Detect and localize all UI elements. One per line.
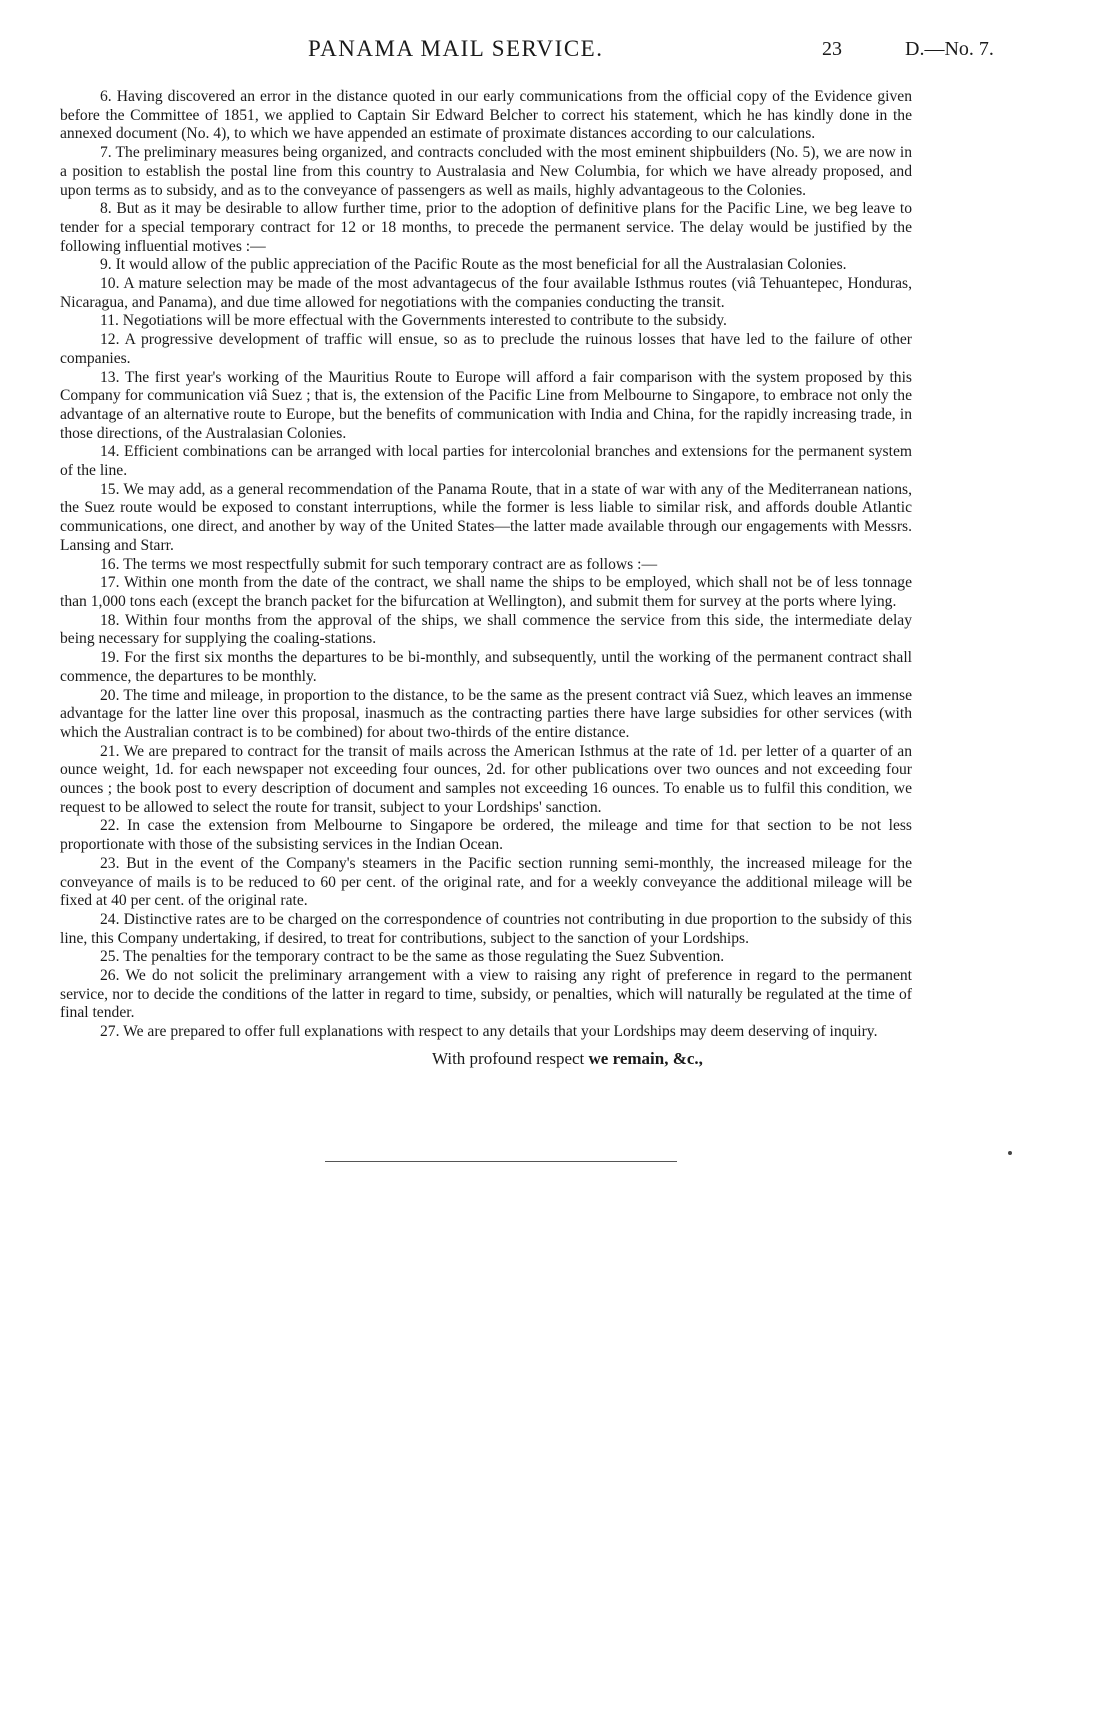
paragraph: 24. Distinctive rates are to be charged on the correspondence of countries not contributing in due proportion to the subsidy of this line, this Company undertaking, if desired, to treat for contributions, subject to the sanction of your Lordships. — [60, 910, 912, 947]
letter-body — [60, 88, 912, 1069]
paragraph: 17. Within one month from the date of the contract, we shall name the ships to be employed, which shall not be of less tonnage than 1,000 tons each (except the branch packet for the bifurcation at Wellington), and submit them for survey at the ports where lying. — [60, 574, 912, 610]
paragraph: 6. Having discovered an error in the distance quoted in our early communications from the official copy of the Evidence given before the Committee of 1851, we applied to Captain Sir Edward Belcher to correct his statement, which he has kindly done in the annexed document (No. 4), to which we have appended an estimate of proximate distances according to our calculations. — [60, 88, 912, 143]
paragraph: 15. We may add, as a general recommendation of the Panama Route, that in a state of war with any of the Mediterranean nations, the Suez route would be exposed to constant interruptions, while the former is less liable to similar risk, and affords double Atlantic communications, one direct, and another by way of the United States—the latter made available through our engagements with Messrs. Lansing and Starr. — [60, 480, 912, 554]
paragraph: 22. In case the extension from Melbourne to Singapore be ordered, the mileage and time for that section to be not less proportionate with those of the subsisting services in the Indian Ocean. — [60, 817, 912, 854]
margin-mark — [1008, 1151, 1012, 1155]
paragraph: 16. The terms we most respectfully submit for such temporary contract are as follows :— — [100, 555, 658, 573]
paragraph: 20. The time and mileage, in proportion to the distance, to be the same as the present contract viâ Suez, which leaves an immense advantage for the latter line over this proposal, inasmuch as the contracting parties there have large subsidies for other services (with which the Australian contract is to be combined) for about two-thirds of the entire distance. — [60, 686, 912, 741]
paragraph: 7. The preliminary measures being organized, and contracts concluded with the most eminent shipbuilders (No. 5), we are now in a position to establish the postal line from this country to Australasia and New Columbia, for which we have already proposed, and upon terms as to subsidy, and as to the conveyance of passengers as well as mails, highly advantageous to the Colonies. — [60, 144, 912, 199]
paragraph: 14. Efficient combinations can be arranged with local parties for intercolonial branches and extensions for the permanent system of the line. — [60, 443, 912, 480]
paragraph: 10. A mature selection may be made of the most advantagecus of the four available Isthmus routes (viâ Tehuantepec, Honduras, Nicaragua, and Panama), and due time allowed for negotiations with the companies conducting the transit. — [60, 275, 912, 311]
paragraph: 13. The first year's working of the Mauritius Route to Europe will afford a fair comparison with the system proposed by this Company for communication viâ Suez ; that is, the extension of the Pacific Line from Melbourne to Singapore, to embrace not only the advantage of an alternative route to Europe, but the benefits of communication with India and China, for the rapidly increasing trade, in those directions, of the Australasian Colonies. — [60, 368, 912, 442]
paragraph: 18. Within four months from the approval of the ships, we shall commence the service from this side, the intermediate delay being necessary for supplying the coaling-stations. — [60, 611, 912, 648]
closing-rule — [325, 1161, 677, 1162]
paragraph: 9. It would allow of the public appreciation of the Pacific Route as the most beneficial for all the Australasian Colonies. — [100, 256, 847, 274]
closing-salutation — [60, 1049, 912, 1069]
paragraph: 21. We are prepared to contract for the transit of mails across the American Isthmus at the rate of 1d. per letter of a quarter of an ounce weight, 1d. for each newspaper not exceeding four ounces, 2d. for other publications over two ounces and not exceeding four ounces ; the book post to every description of document and samples not exceeding 16 ounces. To enable us to fulfil this condition, we request to be allowed to select the route for transit, subject to your Lordships' sanction. — [60, 742, 912, 816]
page-number: 23 — [822, 38, 842, 60]
paragraph: 12. A progressive development of traffic will ensue, so as to preclude the ruinous losses that have led to the failure of other companies. — [60, 331, 912, 367]
paragraph: 26. We do not solicit the preliminary arrangement with a view to raising any right of preference in regard to the permanent service, nor to decide the conditions of the latter in regard to time, subsidy, or penalties, which will naturally be regulated at the time of final tender. — [60, 967, 912, 1022]
closing-bold: we remain, &c., — [588, 1048, 703, 1068]
paragraph: 11. Negotiations will be more effectual with the Governments interested to contribute to the subsidy. — [100, 312, 727, 330]
closing-lead: With profound respect — [432, 1048, 589, 1068]
paragraph: 27. We are prepared to offer full explanations with respect to any details that your Lordships may deem deserving of inquiry. — [100, 1023, 878, 1041]
document-reference: D.—No. 7. — [905, 38, 994, 60]
paragraph: 23. But in the event of the Company's steamers in the Pacific section running semi-monthly, the increased mileage for the conveyance of mails is to be reduced to 60 per cent. of the original rate, and for a weekly conveyance the additional mileage will be fixed at 40 per cent. of the original rate. — [60, 854, 912, 910]
running-title: PANAMA MAIL SERVICE. — [308, 36, 604, 61]
page-header — [60, 30, 912, 64]
document-page — [60, 30, 912, 1069]
paragraph: 19. For the first six months the departures to be bi-monthly, and subsequently, until the working of the permanent contract shall commence, the departures to be monthly. — [60, 649, 912, 685]
paragraph: 25. The penalties for the temporary contract to be the same as those regulating the Suez Subvention. — [100, 948, 725, 966]
paragraph: 8. But as it may be desirable to allow further time, prior to the adoption of definitive plans for the Pacific Line, we beg leave to tender for a special temporary contract for 12 or 18 months, to precede the permanent service. The delay would be justified by the following influential motives :— — [60, 200, 912, 255]
